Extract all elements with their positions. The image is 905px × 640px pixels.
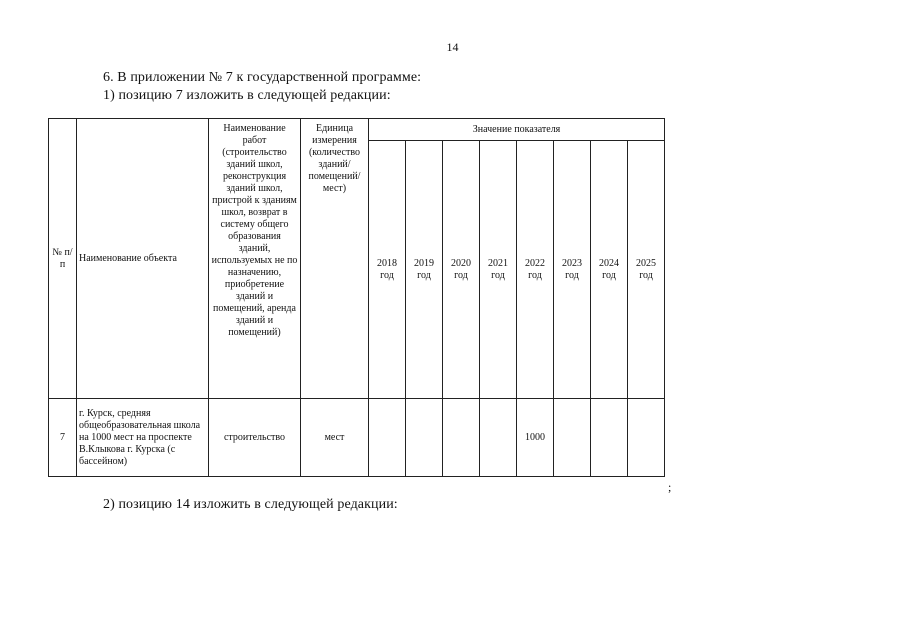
row-value-2023: [554, 399, 591, 477]
row-value-2020: [443, 399, 480, 477]
row-value-2024: [591, 399, 628, 477]
intro-line-1: 6. В приложении № 7 к государственной программе:: [103, 70, 422, 85]
header-year: 2021 год: [480, 141, 517, 399]
next-line: 2) позицию 14 изложить в следующей редакции:: [103, 497, 398, 512]
header-year: 2025 год: [628, 141, 665, 399]
position-table: [48, 118, 665, 477]
header-work-name: Наименование работ (строительство зданий школ, реконструкция зданий школ, пристрой к зданиям школ, возврат в систему общего образования зданий, используемых не по назначению, приобретение зданий и помещений, аренда зданий и помещений): [209, 119, 301, 399]
header-unit: Единица измерения (количество зданий/ помещений/ мест): [301, 119, 369, 399]
row-num: 7: [49, 399, 77, 477]
row-value-2019: [406, 399, 443, 477]
header-year: 2024 год: [591, 141, 628, 399]
row-value-2021: [480, 399, 517, 477]
page-number: 14: [446, 40, 459, 54]
header-indicator-value: Значение показателя: [369, 119, 665, 141]
header-year: 2020 год: [443, 141, 480, 399]
header-object-name: Наименование объекта: [77, 119, 209, 399]
row-work-name: строительство: [209, 399, 301, 477]
row-value-2022: 1000: [517, 399, 554, 477]
row-unit: мест: [301, 399, 369, 477]
header-year: 2018 год: [369, 141, 406, 399]
intro-line-2: 1) позицию 7 изложить в следующей редакции:: [103, 88, 391, 103]
header-year: 2022 год: [517, 141, 554, 399]
header-year: 2019 год: [406, 141, 443, 399]
header-year: 2023 год: [554, 141, 591, 399]
row-object-name: г. Курск, средняя общеобразовательная школа на 1000 мест на проспекте В.Клыкова г. Курска (с бассейном): [77, 399, 209, 477]
header-num: № п/п: [49, 119, 77, 399]
table-row: [49, 399, 665, 477]
row-value-2025: [628, 399, 665, 477]
row-value-2018: [369, 399, 406, 477]
trailing-semicolon: ;: [668, 480, 672, 494]
